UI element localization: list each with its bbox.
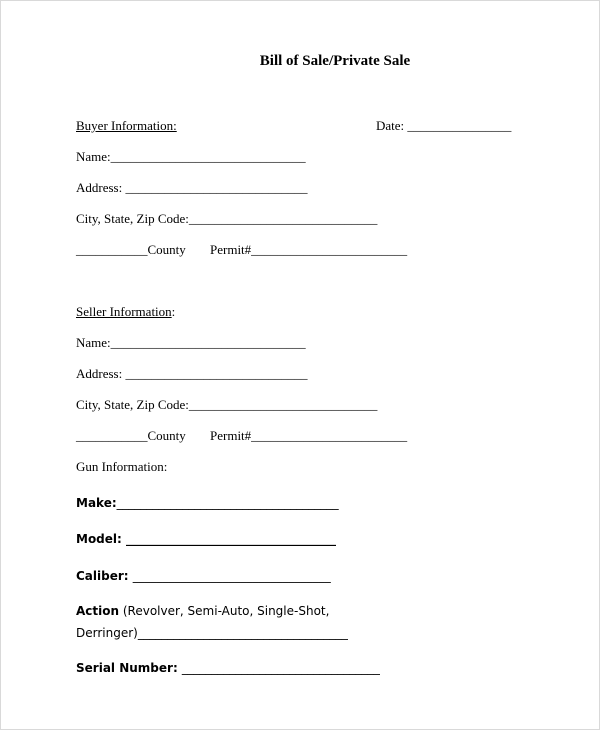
model-label: Model: [76,532,127,546]
serial-row[interactable] [76,661,380,675]
action-label: Action [76,604,120,618]
serial-line[interactable]: _________________________________ [181,661,380,675]
buyer-address-field[interactable]: Address: ____________________________ [76,180,308,195]
make-label: Make: [76,496,117,510]
seller-county-field[interactable]: ___________County [76,428,186,443]
action-text: (Revolver, Semi-Auto, Single-Shot, [119,604,330,618]
caliber-label: Caliber: [76,569,133,583]
buyer-county-field[interactable]: ___________County [76,242,186,257]
seller-heading: Seller Information [76,304,172,319]
model-line[interactable]: ___________________________________ [126,532,337,546]
seller-permit-field[interactable]: Permit#________________________ [210,428,408,443]
seller-heading-row [76,304,175,320]
action-row [76,604,329,618]
buyer-name-field[interactable]: Name:______________________________ [76,149,306,164]
model-row[interactable] [76,532,336,546]
seller-name-field[interactable]: Name:______________________________ [76,335,306,350]
caliber-line[interactable]: _________________________________ [132,569,331,583]
page-title: Bill of Sale/Private Sale [259,53,411,69]
buyer-city-field[interactable]: City, State, Zip Code:_____________________________ [76,211,378,226]
buyer-permit-field[interactable]: Permit#________________________ [210,242,408,257]
buyer-heading: Buyer Information: [76,118,177,133]
seller-heading-colon: : [171,304,176,319]
seller-address-field[interactable]: Address: ____________________________ [76,366,308,381]
make-row[interactable] [76,496,339,510]
date-field[interactable]: Date: ________________ [376,118,512,133]
gun-heading: Gun Information: [76,459,168,474]
caliber-row[interactable] [76,569,331,583]
serial-label: Serial Number: [76,661,182,675]
action-line[interactable]: Derringer)___________________________________ [76,626,348,640]
make-line[interactable]: _____________________________________ [116,496,339,510]
seller-city-field[interactable]: City, State, Zip Code:_____________________________ [76,397,378,412]
